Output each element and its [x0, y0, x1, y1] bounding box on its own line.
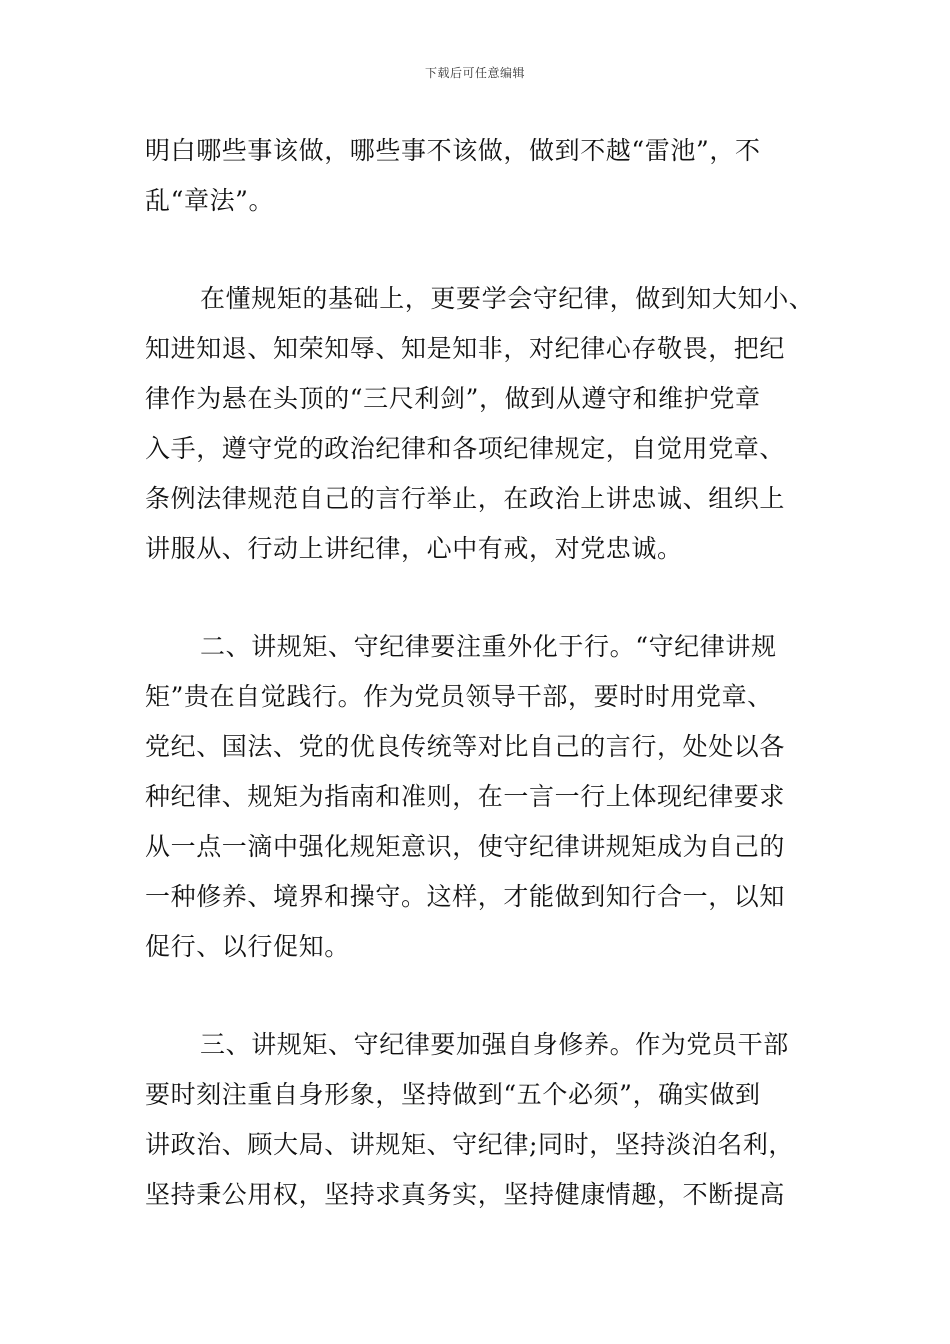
- text-line: 促行、以行促知。: [145, 932, 350, 961]
- text-line: 二、讲规矩、守纪律要注重外化于行。“守纪律讲规: [200, 632, 777, 661]
- paragraph-discipline: [145, 274, 845, 574]
- text-line: 讲服从、行动上讲纪律，心中有戒，对党忠诚。: [145, 534, 683, 563]
- text-line: 在懂规矩的基础上，更要学会守纪律，做到知大知小、: [200, 284, 815, 313]
- paragraph-gap: [145, 574, 845, 622]
- text-line: 律作为悬在头顶的“三尺利剑”，做到从遵守和维护党章: [145, 384, 761, 413]
- text-line: 要时刻注重自身形象，坚持做到“五个必须”，确实做到: [145, 1080, 761, 1109]
- paragraph-section-two: [145, 622, 845, 972]
- text-line: 明白哪些事该做，哪些事不该做，做到不越“雷池”，不: [145, 136, 761, 165]
- text-line: 讲政治、顾大局、讲规矩、守纪律;同时，坚持淡泊名利，: [145, 1130, 795, 1159]
- paragraph-gap: [145, 226, 845, 274]
- paragraph-gap: [145, 972, 845, 1020]
- text-line: 条例法律规范自己的言行举止，在政治上讲忠诚、组织上: [145, 484, 786, 513]
- text-line: 三、讲规矩、守纪律要加强自身修养。作为党员干部: [200, 1030, 789, 1059]
- text-line: 坚持秉公用权，坚持求真务实，坚持健康情趣，不断提高: [145, 1180, 786, 1209]
- paragraph-continuation: [145, 126, 845, 226]
- text-line: 一种修养、境界和操守。这样，才能做到知行合一，以知: [145, 882, 786, 911]
- text-line: 党纪、国法、党的优良传统等对比自己的言行，处处以各: [145, 732, 786, 761]
- document-body: [145, 126, 845, 1220]
- text-line: 入手，遵守党的政治纪律和各项纪律规定，自觉用党章、: [145, 434, 786, 463]
- page-header: 下载后可任意编辑: [424, 66, 525, 80]
- text-line: 知进知退、知荣知辱、知是知非，对纪律心存敬畏，把纪: [145, 334, 786, 363]
- text-line: 乱“章法”。: [145, 186, 275, 215]
- text-line: 矩”贵在自觉践行。作为党员领导干部，要时时用党章、: [145, 682, 773, 711]
- text-line: 从一点一滴中强化规矩意识，使守纪律讲规矩成为自己的: [145, 832, 786, 861]
- paragraph-section-three: [145, 1020, 845, 1220]
- text-line: 种纪律、规矩为指南和准则，在一言一行上体现纪律要求: [145, 782, 786, 811]
